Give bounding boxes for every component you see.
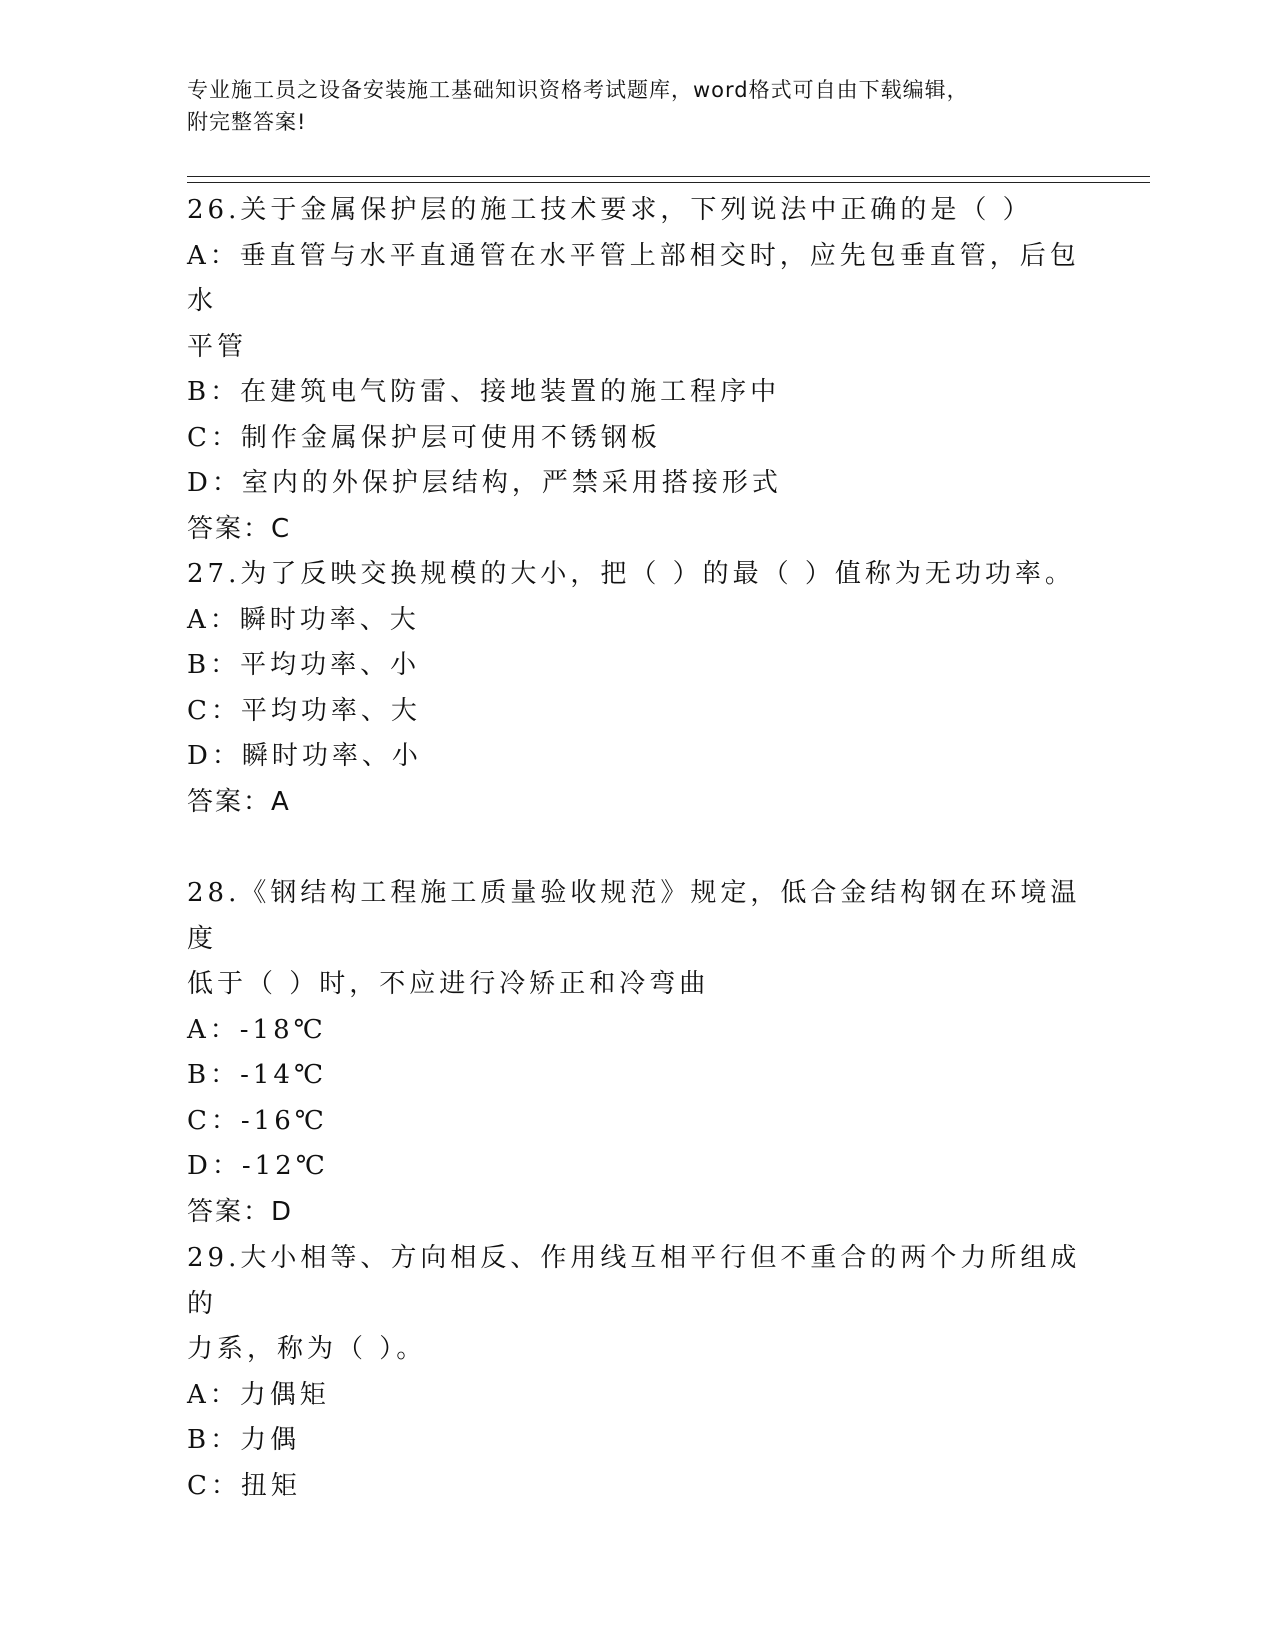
question-stem-continued: 力系，称为（ ）。: [187, 1334, 427, 1364]
header-line-1: 专业施工员之设备安装施工基础知识资格考试题库，word格式可自由下载编辑，: [187, 78, 969, 102]
header-line-2: 附完整答案!: [187, 110, 307, 134]
header-divider-bottom: [187, 182, 1150, 183]
question-26: [187, 188, 1087, 552]
question-29: [187, 1236, 1087, 1509]
option-b: B：在建筑电气防雷、接地装置的施工程序中: [187, 377, 781, 407]
option-c: C：制作金属保护层可使用不锈钢板: [187, 422, 661, 453]
option-d: D：-12℃: [187, 1151, 329, 1181]
answer-label: 答案：A: [187, 786, 291, 817]
option-a-continued: 平管: [187, 331, 248, 362]
question-stem: 26.关于金属保护层的施工技术要求，下列说法中正确的是（ ）: [187, 195, 1033, 225]
option-d: D：瞬时功率、小: [187, 741, 422, 771]
option-a: A：垂直管与水平直通管在水平管上部相交时，应先包垂直管，后包水: [187, 240, 1080, 316]
answer-label: 答案：C: [187, 513, 292, 544]
option-b: B：平均功率、小: [187, 650, 421, 680]
question-stem: 28.《钢结构工程施工质量验收规范》规定，低合金结构钢在环境温度: [187, 878, 1081, 954]
option-c: C：扭矩: [187, 1470, 301, 1501]
question-stem: 29.大小相等、方向相反、作用线互相平行但不重合的两个力所组成的: [187, 1243, 1081, 1319]
question-28: [187, 871, 1087, 1235]
option-a: A：力偶矩: [187, 1379, 330, 1410]
option-b: B：-14℃: [187, 1060, 328, 1090]
option-c: C：平均功率、大: [187, 695, 421, 726]
document-header: [187, 74, 1067, 138]
question-stem: 27.为了反映交换规模的大小，把（ ）的最（ ）值称为无功功率。: [187, 559, 1075, 589]
option-a: A：瞬时功率、大: [187, 604, 420, 635]
question-27: [187, 552, 1087, 825]
option-a: A：-18℃: [187, 1014, 327, 1045]
header-divider-top: [187, 176, 1150, 177]
option-d: D：室内的外保护层结构，严禁采用搭接形式: [187, 468, 782, 498]
option-c: C：-16℃: [187, 1105, 328, 1136]
option-b: B：力偶: [187, 1425, 301, 1455]
answer-label: 答案：D: [187, 1196, 294, 1227]
question-stem-continued: 低于（ ）时，不应进行冷矫正和冷弯曲: [187, 969, 710, 999]
